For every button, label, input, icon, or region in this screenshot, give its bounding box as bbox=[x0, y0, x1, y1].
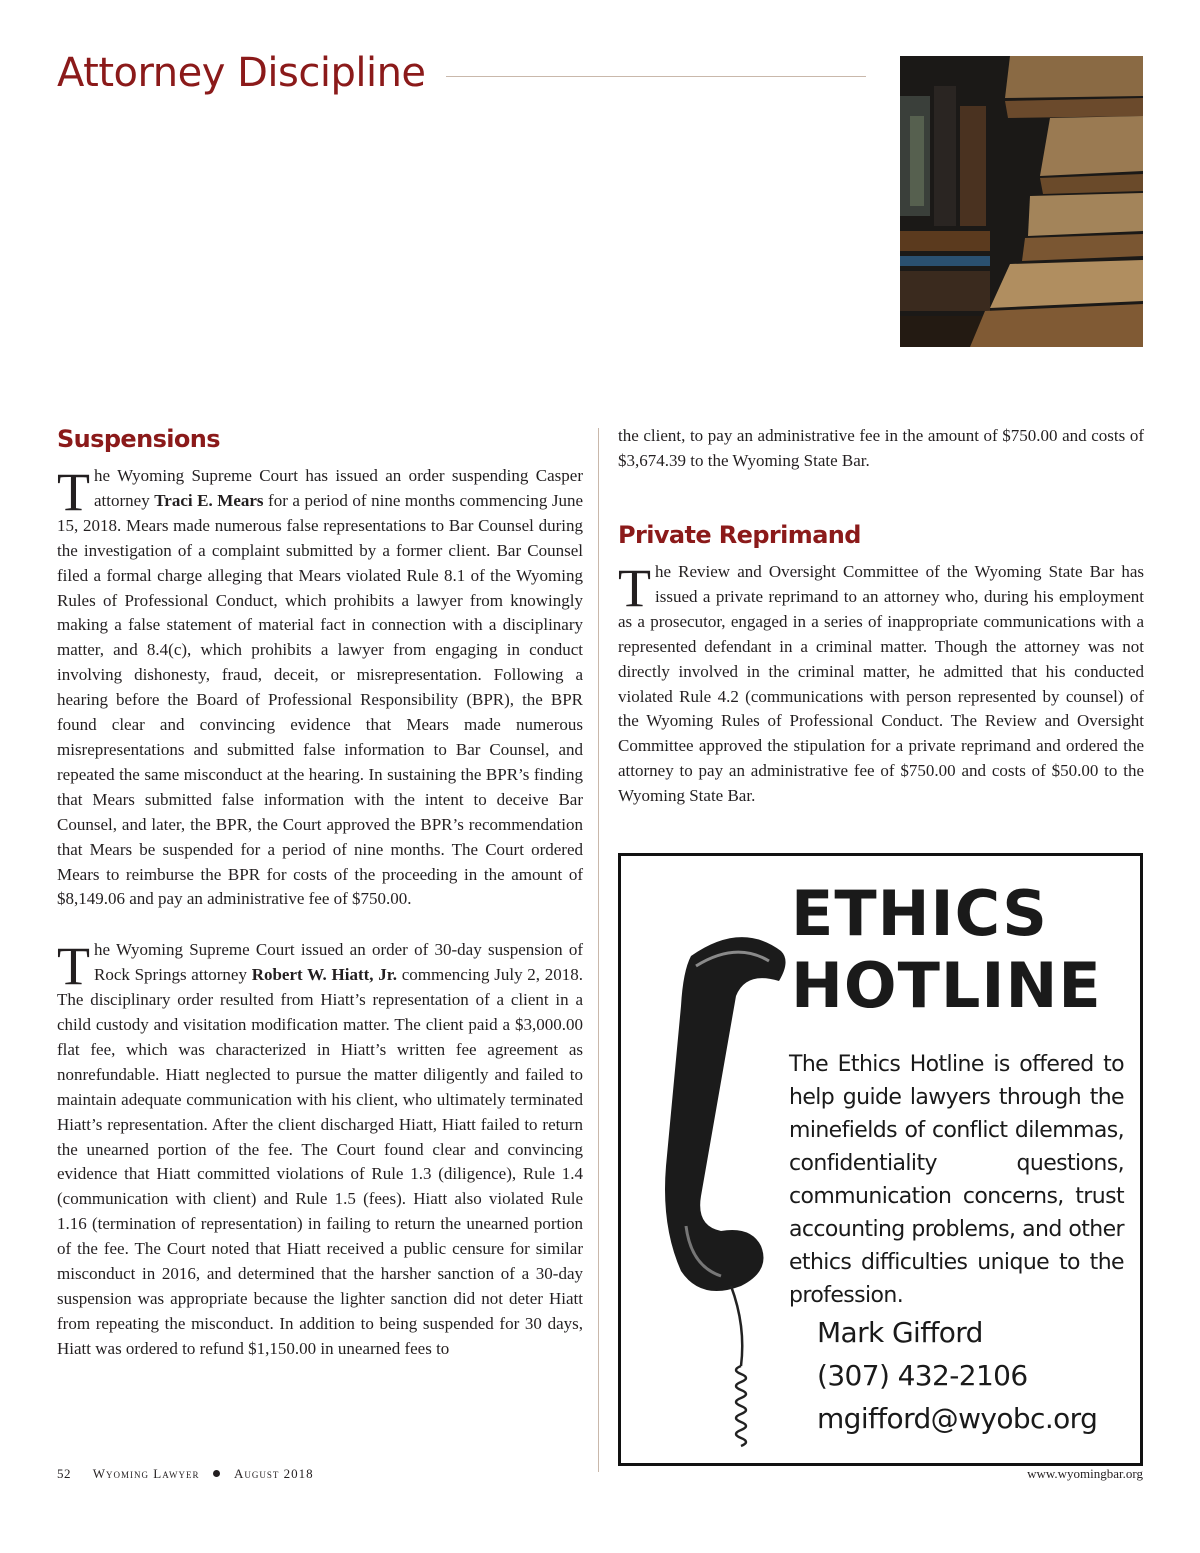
suspensions-heading: Suspensions bbox=[57, 425, 220, 453]
ad-description: The Ethics Hotline is offered to help guide lawyers through the minefields of conflict dilemmas, confidentiality questions, communication concerns, trust accounting problems, and other ethics difficulties unique to the profession. bbox=[789, 1052, 1124, 1308]
continuation-paragraph: the client, to pay an administrative fee in the amount of $750.00 and costs of $3,674.39 to the Wyoming State Bar. bbox=[618, 426, 1144, 470]
right-column bbox=[618, 424, 1144, 474]
attorney-name: Traci E. Mears bbox=[154, 490, 264, 510]
title-rule bbox=[446, 76, 866, 77]
contact-phone[interactable]: (307) 432-2106 bbox=[817, 1359, 1028, 1392]
drop-cap: T bbox=[57, 462, 90, 522]
bullet-icon bbox=[213, 1470, 220, 1477]
reprimand-column bbox=[618, 560, 1144, 809]
hiatt-paragraph: The Wyoming Supreme Court issued an order of 30-day suspension of Rock Springs attorney Robert W. Hiatt, Jr. commencing July 2, 2018. The disciplinary order resulted from Hiatt’s representation of a client in a child custody and visitation modification matter. The client paid a $3,000.00 flat fee, which was characterized in Hiatt’s written fee agreement as nonrefundable. Hiatt neglected to pursue the matter diligently and failed to maintain adequate communication with his client, who ultimately terminated Hiatt’s representation. After the client discharged Hiatt, Hiatt failed to return the unearned portion of the fee. The Court found clear and convincing evidence that Hiatt committed violations of Rule 1.3 (diligence), Rule 1.4 (communication with client) and Rule 1.5 (fees). Hiatt also violated Rule 1.16 (termination of representation) in failing to return the unearned portion of the fee. The Court noted that Hiatt received a public censure for similar misconduct in 2016, and determined that the harsher sanction of a 30-day suspension was appropriate because the lighter sanction did not deter Hiatt from repeating the misconduct. In addition to being suspended for 30 days, Hiatt was ordered to refund $1,150.00 in unearned fees to bbox=[57, 936, 583, 1358]
left-column bbox=[57, 464, 583, 1362]
footer-website[interactable]: www.wyomingbar.org bbox=[1027, 1466, 1143, 1481]
ad-contact bbox=[817, 1311, 1097, 1440]
column-divider bbox=[598, 428, 599, 1472]
private-reprimand-heading: Private Reprimand bbox=[618, 521, 861, 549]
page-title: Attorney Discipline bbox=[57, 50, 426, 96]
drop-cap: T bbox=[618, 558, 651, 618]
reprimand-paragraph: The Review and Oversight Committee of the Wyoming State Bar has issued a private reprimand to an attorney who, during his employment as a prosecutor, engaged in a series of inappropriate communications with a represented defendant in a criminal matter. Though the attorney was not directly involved in the criminal matter, he admitted that his conducted violated Rule 4.2 (communications with person represented by counsel) of the Wyoming Rules of Professional Conduct. The Review and Oversight Committee approved the stipulation for a private reprimand and ordered the attorney to pay an administrative fee of $750.00 and costs of $50.00 to the Wyoming State Bar. bbox=[618, 558, 1144, 806]
page-number: 52 bbox=[57, 1466, 71, 1481]
attorney-name: Robert W. Hiatt, Jr. bbox=[251, 965, 397, 985]
books-photo bbox=[900, 56, 1143, 347]
ethics-hotline-ad bbox=[618, 853, 1143, 1466]
footer-left bbox=[57, 1466, 314, 1482]
issue-date: August 2018 bbox=[233, 1466, 314, 1481]
books-illustration bbox=[900, 56, 1143, 347]
contact-email[interactable]: mgifford@wyobc.org bbox=[817, 1402, 1098, 1435]
publication-name: Wyoming Lawyer bbox=[92, 1466, 200, 1481]
ad-title: ETHICS HOTLINE bbox=[791, 877, 1102, 1022]
mears-paragraph: The Wyoming Supreme Court has issued an order suspending Casper attorney Traci E. Mears for a period of nine months commencing June 15, 2018. Mears made numerous false representations to Bar Counsel during the investigation of a complaint submitted by a former client. Bar Counsel filed a formal charge alleging that Mears violated Rule 8.1 of the Wyoming Rules of Professional Conduct, which prohibits a lawyer from knowingly making a false statement of material fact in connection with a disciplinary matter, and 8.4(c), which prohibits a lawyer from engaging in conduct involving dishonesty, fraud, deceit, or misrepresentation. Following a hearing before the Board of Professional Responsibility (BPR), the BPR found clear and convincing evidence that Mears made numerous misrepresentations and submitted false information to Bar Counsel, and repeated the same misconduct at the hearing. In sustaining the BPR’s finding that Mears submitted false information with the intent to deceive Bar Counsel, and later, the BPR, the Court approved the BPR’s recommendation that Mears be suspended for a period of nine months. The Court ordered Mears to reimburse the BPR for costs of the proceeding in the amount of $8,149.06 and pay an administrative fee of $750.00. bbox=[57, 462, 584, 909]
contact-name: Mark Gifford bbox=[817, 1316, 983, 1349]
drop-cap: T bbox=[57, 936, 90, 997]
